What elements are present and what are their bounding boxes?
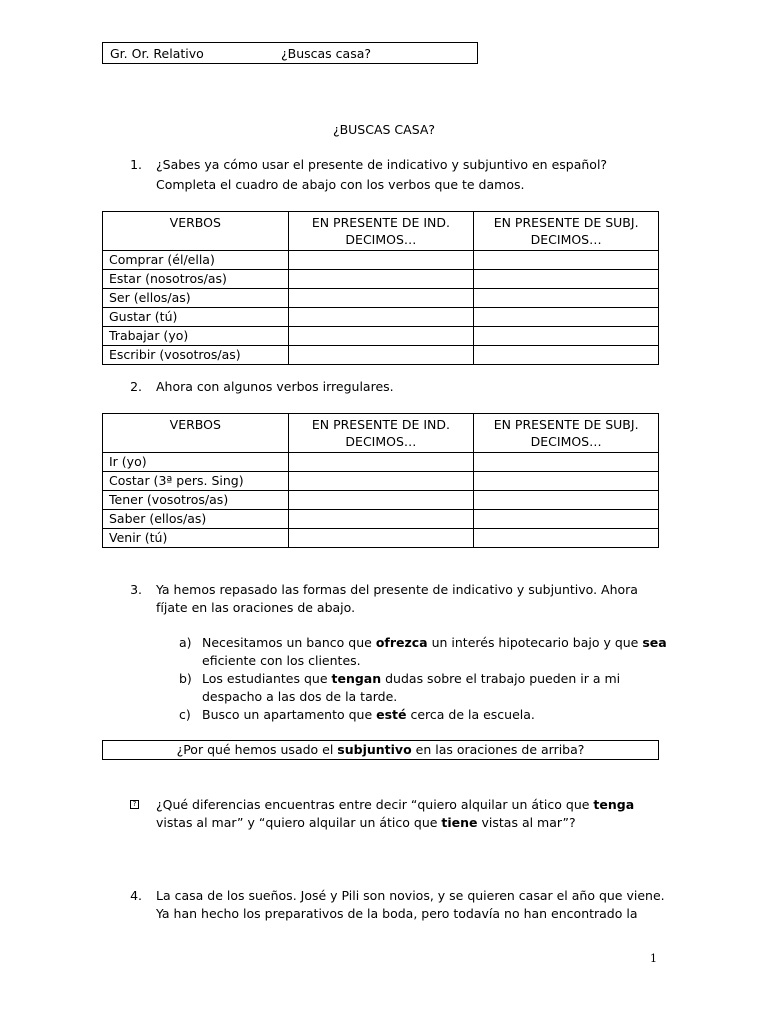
table-row: [103, 327, 659, 346]
item-a-label: a): [179, 635, 192, 650]
answer-cell-subj[interactable]: [474, 453, 659, 472]
verb-cell: Ser (ellos/as): [103, 289, 289, 308]
table-header-row: [103, 212, 659, 251]
answer-cell-subj[interactable]: [474, 308, 659, 327]
item-b-label: b): [179, 671, 192, 686]
answer-cell-subj[interactable]: [474, 472, 659, 491]
header-verbos: VERBOS: [103, 414, 289, 453]
answer-cell-ind[interactable]: [288, 472, 474, 491]
verb-cell: Gustar (tú): [103, 308, 289, 327]
verb-cell: Trabajar (yo): [103, 327, 289, 346]
table-row: [103, 289, 659, 308]
verb-cell: Saber (ellos/as): [103, 510, 289, 529]
item-c-line-1: Busco un apartamento que esté cerca de la escuela.: [202, 707, 535, 722]
verb-cell: Escribir (vosotros/as): [103, 346, 289, 365]
answer-cell-subj[interactable]: [474, 510, 659, 529]
bullet-question-line-1: ¿Qué diferencias encuentras entre decir “quiero alquilar un ático que tenga: [156, 797, 635, 812]
table-row: [103, 472, 659, 491]
answer-cell-ind[interactable]: [288, 453, 474, 472]
table-header-row: [103, 414, 659, 453]
item-a-line-1: Necesitamos un banco que ofrezca un interés hipotecario bajo y que sea: [202, 635, 667, 650]
table-row: [103, 491, 659, 510]
table-row: [103, 346, 659, 365]
section-3-line-1: Ya hemos repasado las formas del presente de indicativo y subjuntivo. Ahora: [156, 582, 638, 597]
section-2-number: 2.: [130, 379, 142, 394]
verb-cell: Comprar (él/ella): [103, 251, 289, 270]
item-b-line-1: Los estudiantes que tengan dudas sobre el trabajo pueden ir a mi: [202, 671, 621, 686]
bullet-question-line-2: vistas al mar” y “quiero alquilar un ático que tiene vistas al mar”?: [156, 815, 576, 830]
answer-cell-subj[interactable]: [474, 270, 659, 289]
header-verbos: VERBOS: [103, 212, 289, 251]
section-1-number: 1.: [130, 157, 142, 172]
section-3-line-2: fíjate en las oraciones de abajo.: [156, 600, 356, 615]
header-indicativo: EN PRESENTE DE IND. DECIMOS…: [288, 414, 474, 453]
verb-cell: Venir (tú): [103, 529, 289, 548]
verb-cell: Ir (yo): [103, 453, 289, 472]
answer-cell-ind[interactable]: [288, 251, 474, 270]
answer-cell-ind[interactable]: [288, 289, 474, 308]
answer-cell-ind[interactable]: [288, 346, 474, 365]
header-left-text: Gr. Or. Relativo: [110, 46, 204, 61]
item-b-line-2: despacho a las dos de la tarde.: [202, 689, 398, 704]
item-c-label: c): [179, 707, 191, 722]
answer-cell-subj[interactable]: [474, 289, 659, 308]
answer-cell-ind[interactable]: [288, 308, 474, 327]
section-4-line-1: La casa de los sueños. José y Pili son novios, y se quieren casar el año que viene.: [156, 888, 665, 903]
answer-cell-ind[interactable]: [288, 510, 474, 529]
answer-cell-subj[interactable]: [474, 251, 659, 270]
section-4-line-2: Ya han hecho los preparativos de la boda, pero todavía no han encontrado la: [156, 906, 638, 921]
answer-cell-subj[interactable]: [474, 346, 659, 365]
section-1-line-2: Completa el cuadro de abajo con los verbos que te damos.: [156, 177, 525, 192]
header-subjuntivo: EN PRESENTE DE SUBJ. DECIMOS…: [474, 212, 659, 251]
answer-cell-subj[interactable]: [474, 529, 659, 548]
answer-cell-subj[interactable]: [474, 491, 659, 510]
answer-cell-ind[interactable]: [288, 491, 474, 510]
page-title: ¿BUSCAS CASA?: [332, 122, 436, 137]
answer-cell-ind[interactable]: [288, 270, 474, 289]
table-row: [103, 529, 659, 548]
missing-glyph-icon: ?: [130, 800, 139, 809]
section-4-number: 4.: [130, 888, 142, 903]
verb-cell: Tener (vosotros/as): [103, 491, 289, 510]
answer-cell-ind[interactable]: [288, 327, 474, 346]
answer-cell-ind[interactable]: [288, 529, 474, 548]
verb-table-1: [102, 211, 659, 365]
table-row: [103, 510, 659, 529]
question-box: ¿Por qué hemos usado el subjuntivo en las oraciones de arriba?: [102, 740, 659, 760]
header-subjuntivo: EN PRESENTE DE SUBJ. DECIMOS…: [474, 414, 659, 453]
section-2-text: Ahora con algunos verbos irregulares.: [156, 379, 394, 394]
verb-cell: Costar (3ª pers. Sing): [103, 472, 289, 491]
header-right-text: ¿Buscas casa?: [281, 46, 372, 61]
section-3-number: 3.: [130, 582, 142, 597]
section-1-line-1: ¿Sabes ya cómo usar el presente de indicativo y subjuntivo en español?: [156, 157, 608, 172]
table-row: [103, 308, 659, 327]
table-row: [103, 251, 659, 270]
verb-cell: Estar (nosotros/as): [103, 270, 289, 289]
table-row: [103, 270, 659, 289]
answer-cell-subj[interactable]: [474, 327, 659, 346]
page-number: 1: [650, 952, 657, 965]
header-indicativo: EN PRESENTE DE IND. DECIMOS…: [288, 212, 474, 251]
item-a-line-2: eficiente con los clientes.: [202, 653, 361, 668]
verb-table-2: [102, 413, 659, 548]
table-row: [103, 453, 659, 472]
header-box: [102, 42, 478, 64]
